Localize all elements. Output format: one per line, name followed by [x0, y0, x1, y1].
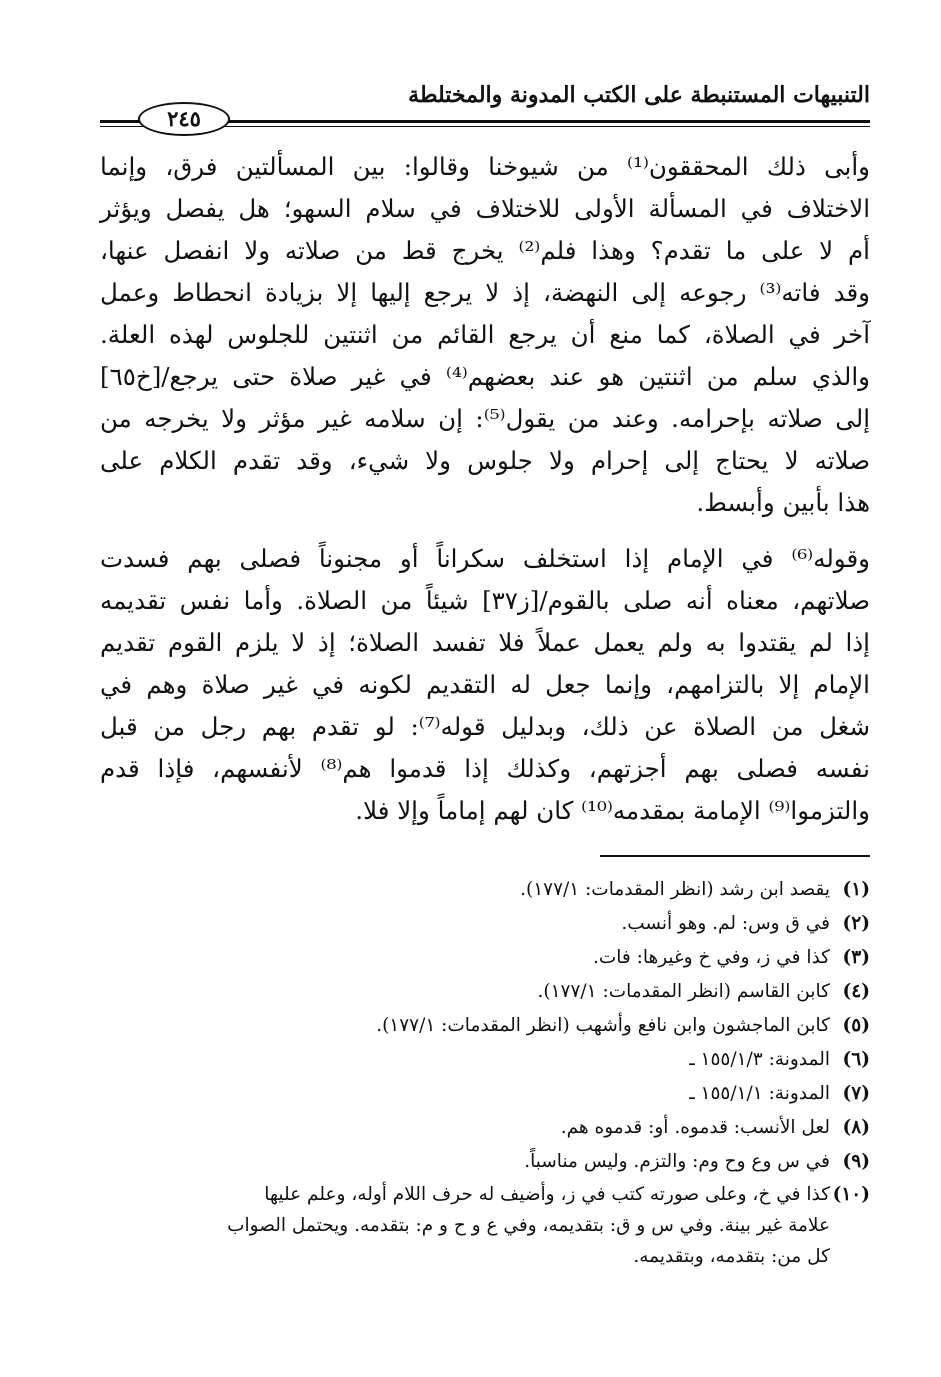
- text-line: والتزموا⁽⁹⁾ الإمامة بمقدمه⁽¹⁰⁾ كان لهم إماماً وإلا فلا.: [355, 796, 870, 825]
- footnote-number: (١٠): [832, 1184, 870, 1205]
- text-line: أم لا على ما تقدم؟ وهذا فلم⁽²⁾ يخرج قط من صلاته ولا انفصل عنها،: [100, 236, 870, 265]
- footnote-text: لعل الأنسب: قدموه. أو: قدموه هم.: [560, 1117, 830, 1138]
- footnote-number: (١): [842, 879, 870, 900]
- text-line: والذي سلم من اثنتين هو عند بعضهم⁽⁴⁾ في غير صلاة حتى يرجع/[خ٦٥]: [100, 362, 870, 391]
- footnote-text: كابن الماجشون وابن نافع وأشهب (انظر المقدمات: ١٧٧/١).: [376, 1015, 830, 1036]
- footnote-number: (٢): [842, 913, 870, 934]
- footnote-text: كابن القاسم (انظر المقدمات: ١٧٧/١).: [537, 981, 830, 1002]
- footnote-text: كل من: بتقدمه، وبتقديمه.: [633, 1246, 830, 1267]
- footnote-5: [100, 1009, 870, 1043]
- footnote-number: (٨): [842, 1117, 870, 1138]
- footnote-text: يقصد ابن رشد (انظر المقدمات: ١٧٧/١).: [520, 879, 830, 900]
- text-line: شغل من الصلاة عن ذلك، وبدليل قوله⁽⁷⁾: لو تقدم بهم رجل من قبل: [100, 712, 870, 741]
- footnote-6: [100, 1043, 870, 1077]
- page-number: ٢٤٥: [138, 102, 230, 136]
- footnote-number: (٥): [842, 1015, 870, 1036]
- paragraph-1: [100, 146, 870, 524]
- footnote-text: في ق وس: لم. وهو أنسب.: [621, 913, 830, 934]
- footnote-number: (٦): [842, 1049, 870, 1070]
- text-line: وقد فاته⁽³⁾ رجوعه إلى النهضة، إذ لا يرجع إليها إلا بزيادة انحطاط وعمل: [100, 278, 870, 307]
- running-title: التنبيهات المستنبطة على الكتب المدونة والمختلطة: [408, 82, 870, 108]
- footnote-9: [100, 1145, 870, 1179]
- text-line: الاختلاف في المسألة الأولى للاختلاف في سلام السهو؛ هل يفصل ويؤثر: [100, 194, 870, 223]
- text-line: آخر في الصلاة، كما منع أن يرجع القائم من اثنتين للجلوس لهذه العلة.: [100, 320, 870, 349]
- footnote-4: [100, 975, 870, 1009]
- footnote-text: كذا في خ، وعلى صورته كتب في ز، وأضيف له حرف اللام أوله، وعلم عليها: [264, 1184, 830, 1205]
- footnote-1: [100, 873, 870, 907]
- text-line: الإمام إلا بالتزامهم، وإنما جعل له التقديم لكونه في غير صلاة وهم في: [100, 670, 870, 699]
- footnote-separator: [600, 855, 870, 857]
- text-line: نفسه فصلى بهم أجزتهم، وكذلك إذا قدموا هم⁽⁸⁾ لأنفسهم، فإذا قدم: [100, 754, 870, 783]
- footnote-number: (٣): [842, 947, 870, 968]
- text-line: هذا بأبين وأبسط.: [696, 488, 870, 517]
- footnote-8: [100, 1111, 870, 1145]
- footnote-text: كذا في ز، وفي خ وغيرها: فات.: [592, 947, 830, 968]
- footnote-number: (٩): [842, 1151, 870, 1172]
- footnote-number: (٧): [842, 1083, 870, 1104]
- text-line: وقوله⁽⁶⁾ في الإمام إذا استخلف سكراناً أو مجنوناً فصلى بهم فسدت: [100, 544, 870, 573]
- text-line: صلاته لا يحتاج إلى إحرام ولا جلوس ولا شيء، وقد تقدم الكلام على: [100, 446, 870, 475]
- main-text: [100, 146, 870, 832]
- footnote-text: علامة غير بينة. وفي س و ق: بتقديمه، وفي ع و ح و م: بتقدمه. ويحتمل الصواب: [227, 1215, 830, 1236]
- text-line: صلاتهم، معناه أنه صلى بالقوم/[ز٣٧] شيئاً من الصلاة. وأما نفس تقديمه: [100, 586, 870, 615]
- footnote-text: المدونة: ١٥٥/١/١ ـ: [689, 1083, 830, 1104]
- text-line: إلى صلاته بإحرامه. وعند من يقول⁽⁵⁾: إن سلامه غير مؤثر ولا يخرجه من: [100, 404, 870, 433]
- text-line: وأبى ذلك المحققون⁽¹⁾ من شيوخنا وقالوا: بين المسألتين فرق، وإنما: [100, 152, 870, 181]
- footnote-number: (٤): [842, 981, 870, 1002]
- footnote-7: [100, 1077, 870, 1111]
- text-line: إذا لم يقتدوا به ولم يعمل عملاً فلا تفسد الصلاة؛ إذ لا يلزم القوم تقديم: [100, 628, 870, 657]
- footnote-3: [100, 941, 870, 975]
- footnotes: [100, 873, 870, 1272]
- page-header: [100, 82, 870, 132]
- footnote-2: [100, 907, 870, 941]
- paragraph-2: [100, 538, 870, 832]
- footnote-text: المدونة: ١٥٥/١/٣ ـ: [689, 1049, 830, 1070]
- footnote-10: [100, 1179, 870, 1272]
- footnote-text: في س وع وح وم: والتزم. وليس مناسباً.: [524, 1151, 830, 1172]
